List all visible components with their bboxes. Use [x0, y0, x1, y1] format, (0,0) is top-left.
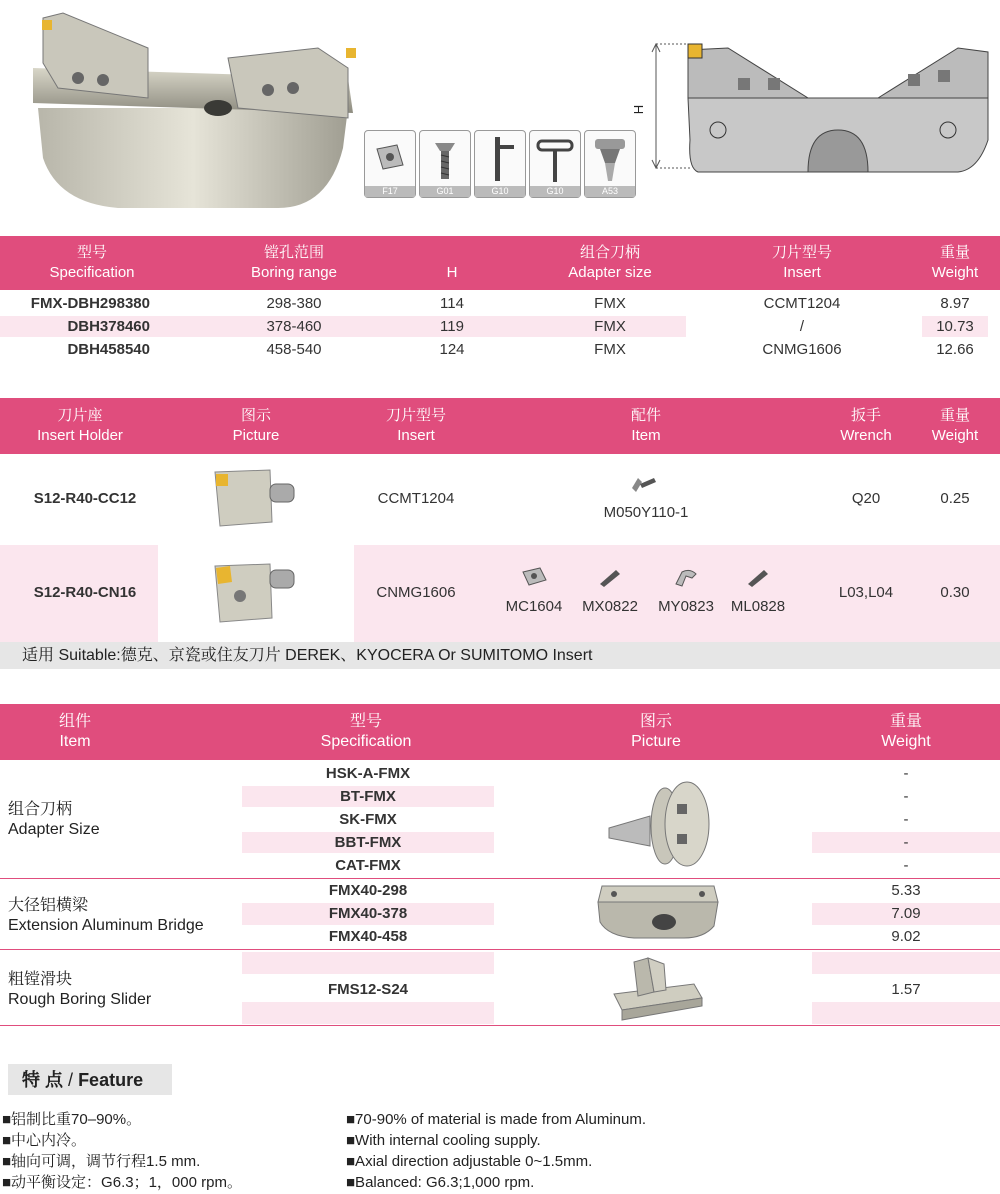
- table2-header-weight: 重量 Weight: [931, 407, 979, 444]
- table3-spec: BBT-FMX: [334, 834, 402, 851]
- table3-header-weight: 重量 Weight: [881, 713, 931, 750]
- table2-header-holder: 刀片座 Insert Holder: [37, 407, 123, 444]
- table1-header-weight: 重量 Weight: [931, 244, 979, 281]
- table3-spec: SK-FMX: [339, 811, 397, 828]
- thumbnail-screw: [419, 130, 471, 198]
- clamp-icon: [672, 566, 700, 588]
- thumbnail-t-wrench: [529, 130, 581, 198]
- t-wrench-icon: [530, 131, 580, 185]
- table1-cell: CCMT1204: [763, 295, 841, 312]
- table2-header: [0, 398, 1000, 454]
- table2-insert: CNMG1606: [376, 584, 456, 601]
- table2-insert: CCMT1204: [377, 490, 455, 507]
- table2-header-wrench: 扳手 Wrench: [840, 407, 892, 444]
- thumbnail-label: G10: [530, 186, 580, 197]
- adapter-picture: [605, 768, 715, 868]
- table1-cell: 114: [440, 295, 464, 312]
- thumbnail-l-wrench: [474, 130, 526, 198]
- feature-en-4: ■Balanced: G6.3;1,000 rpm.: [346, 1174, 535, 1191]
- shim-icon: [520, 566, 548, 588]
- table2-header-picture: 图示 Picture: [232, 407, 280, 444]
- table1-header-h: H: [446, 264, 458, 281]
- table3-spec: BT-FMX: [340, 788, 396, 805]
- table3-divider: [0, 949, 1000, 950]
- table1-header-insert: 刀片型号 Insert: [771, 244, 832, 281]
- feature-title-sep: /: [68, 1070, 74, 1090]
- suitable-note: 适用 Suitable:德克、京瓷或住友刀片 DEREK、KYOCERA Or SUMITOMO Insert: [22, 647, 593, 664]
- thumbnail-label: F17: [365, 186, 415, 197]
- feature-title-cn: 特 点: [22, 1070, 64, 1090]
- table3-spec: FMS12-S24: [327, 981, 409, 998]
- feature-cn-4: ■动平衡设定：G6.3；1，000 rpm。: [2, 1174, 242, 1191]
- table1-cell: CNMG1606: [762, 341, 842, 358]
- table3-header-item: 组件 Item: [58, 713, 91, 750]
- table1-cell: FMX: [594, 318, 626, 335]
- thumbnail-label: G10: [475, 186, 525, 197]
- pin-icon: [596, 566, 624, 588]
- table3-weight: 1.57: [891, 981, 921, 998]
- group-adapter-label: 组合刀柄 Adapter Size: [8, 801, 100, 838]
- table2-item: MC1604: [505, 598, 563, 615]
- group-bridge-label: 大径铝横梁 Extension Aluminum Bridge: [8, 897, 204, 934]
- table2-header-insert: 刀片型号 Insert: [385, 407, 446, 444]
- table3-weight: -: [903, 834, 909, 851]
- table3-spec: FMX40-378: [328, 905, 408, 922]
- table3-weight: 9.02: [891, 928, 921, 945]
- screw-icon: [420, 131, 470, 185]
- feature-en-1: ■70-90% of material is made from Aluminum.: [346, 1111, 647, 1128]
- table1-header: [0, 236, 1000, 290]
- table3-spec: FMX40-298: [328, 882, 408, 899]
- thumbnail-label: A53: [585, 186, 635, 197]
- table2-wrench: Q20: [851, 490, 881, 507]
- table2-holder: S12-R40-CN16: [33, 584, 137, 601]
- table3-header-picture: 图示 Picture: [631, 713, 681, 750]
- table2-header-item: 配件 Item: [630, 407, 661, 444]
- table3-weight: 5.33: [891, 882, 921, 899]
- table1-cell: 8.97: [940, 295, 970, 312]
- table2-item: ML0828: [730, 598, 786, 615]
- slider-picture: [608, 954, 708, 1024]
- dimension-h-label: H: [631, 104, 647, 115]
- table3-header-spec: 型号 Specification: [320, 713, 412, 750]
- table1-header-range: 镗孔范围 Boring range: [251, 244, 337, 281]
- table3-header: [0, 704, 1000, 760]
- feature-cn-1: ■铝制比重70–90%。: [2, 1111, 142, 1128]
- table1-cell: 298-380: [266, 295, 322, 312]
- table3-weight: 7.09: [891, 905, 921, 922]
- table1-cell: 124: [439, 341, 465, 358]
- table3-divider: [0, 878, 1000, 879]
- table3-spec: FMX40-458: [328, 928, 408, 945]
- table2-item: MY0823: [658, 598, 714, 615]
- feature-en-3: ■Axial direction adjustable 0~1.5mm.: [346, 1153, 593, 1170]
- insert-holder-picture: [210, 556, 305, 628]
- feature-en-2: ■With internal cooling supply.: [346, 1132, 541, 1149]
- table3-shade: [242, 1002, 494, 1024]
- feature-cn-3: ■轴向可调，调节行程1.5 mm.: [2, 1153, 201, 1170]
- table3-shade: [242, 952, 494, 974]
- table2-item: M050Y110-1: [603, 504, 689, 521]
- table3-weight: -: [903, 788, 909, 805]
- screw-picture: [628, 474, 658, 496]
- table1-cell: DBH378460: [67, 318, 150, 335]
- table2-weight: 0.25: [940, 490, 970, 507]
- table1-cell: 119: [440, 318, 464, 335]
- technical-drawing: [628, 30, 1000, 200]
- table2-weight: 0.30: [940, 584, 970, 601]
- table3-spec: CAT-FMX: [335, 857, 401, 874]
- table1-cell: /: [799, 318, 805, 335]
- table3-weight: -: [903, 857, 909, 874]
- table1-cell: FMX: [594, 341, 626, 358]
- l-wrench-icon: [475, 131, 525, 185]
- feature-title-en: Feature: [78, 1070, 144, 1090]
- table3-shade: [812, 952, 1000, 974]
- table2-item: MX0822: [582, 598, 638, 615]
- table1-cell: 378-460: [266, 318, 322, 335]
- feature-cn-2: ■中心内冷。: [2, 1132, 87, 1149]
- table3-divider: [0, 1025, 1000, 1026]
- group-slider-label: 粗镗滑块 Rough Boring Slider: [8, 971, 152, 1008]
- insert-holder-picture: [210, 462, 305, 532]
- table1-cell: 12.66: [936, 341, 974, 358]
- bridge-picture: [594, 882, 724, 940]
- thumbnail-label: G01: [420, 186, 470, 197]
- table3-spec: HSK-A-FMX: [325, 765, 411, 782]
- table3-shade: [812, 1002, 1000, 1024]
- table1-header-adapter: 组合刀柄 Adapter size: [568, 244, 652, 281]
- table1-header-spec: 型号 Specification: [49, 244, 135, 281]
- table1-cell: DBH458540: [67, 341, 150, 358]
- insert-icon: [365, 131, 415, 185]
- feature-title: [22, 1069, 143, 1091]
- thumbnail-insert: [364, 130, 416, 198]
- table3-weight: -: [903, 811, 909, 828]
- table1-cell: FMX-DBH298380: [30, 295, 150, 312]
- table1-cell: 10.73: [936, 318, 974, 335]
- table1-cell: FMX: [594, 295, 626, 312]
- product-photo: [28, 8, 363, 213]
- table2-holder: S12-R40-CC12: [33, 490, 137, 507]
- table2-wrench: L03,L04: [838, 584, 894, 601]
- table3-weight: -: [903, 765, 909, 782]
- table1-cell: 458-540: [266, 341, 322, 358]
- screw-icon: [744, 566, 772, 588]
